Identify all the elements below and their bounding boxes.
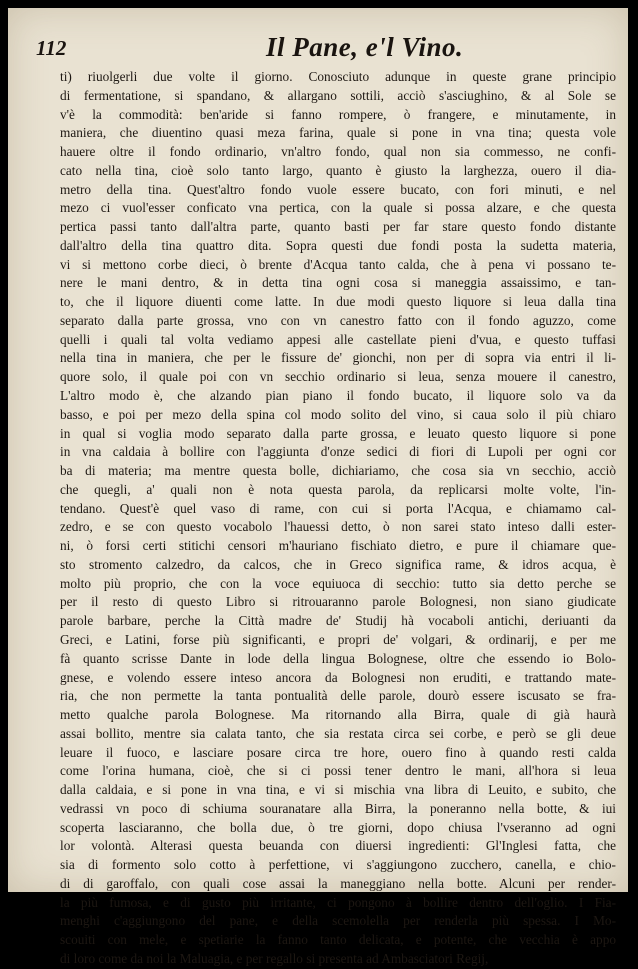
text-line: vi si mettono corbe dieci, ò brente d'Acqua tanto calda, che à pena vi possano te- [60,256,616,272]
text-line: di loro come da noi la Maluagia, e per regallo si presenta ad Ambasciatori Regij, [60,950,489,966]
text-line: assai bollito, mentre sia calata tanto, che sia restata circa sei corbe, e però se gli deue [60,725,616,741]
text-line: ni, ò forsi certi stitichi censori m'hauriano fischiato dietro, e pure il chiamare que- [60,538,616,554]
text-line: L'altro modo è, che alzando pian piano il fondo bucato, il liquore solo va da [60,388,616,404]
text-line: mezo ci vuol'esser conficato vna pertica, con la quale si possa alzare, e che questa [60,200,616,216]
text-line: sto stromento calzedro, da calcos, che in Greco significa rame, & idros acqua, è [60,556,616,572]
text-line: metto qualche parola Bolognese. Ma ritornando alla Birra, quale di già haurà [60,707,616,723]
text-line: quore solo, il quale poi con vn secchio ordinario si leua, senza mouere il canestro, [60,369,616,385]
text-line: che quegli, a' quali non è nota questa parola, da replicarsi molte volte, l'in- [60,481,616,497]
text-line: maniera, che diuentino quasi meza farina, quale si pone in vna tina; questa vole [60,125,616,141]
text-line: la più fumosa, e di gusto più irritante, ci pongono à bollire dentro dell'oglio. I Fia- [60,894,616,910]
text-line: parole barbare, perche la Città madre de' Studij hà vocaboli antichi, deriuanti da [60,613,616,629]
text-line: zedro, e se con questo vocabolo l'hauessi detto, ò non sarei stato inteso dalli ester- [60,519,616,535]
text-line: molto più proprio, che con la voce equiuoca di secchio: tutto sia detto perche se [60,575,616,591]
text-line: dall'altro della tina quattro dita. Sopra questi due fondi posta la sudetta materia, [60,237,616,253]
text-line: leuare il fuoco, e lasciare posare circa tre hore, ouero fino à quando resti calda [60,744,616,760]
page-header [8,32,628,66]
text-line: in vna caldaia à bollire con l'aggiunta d'onze sedici di fiori di Lupoli per ogni cor [60,444,616,460]
text-line: di fermentatione, si spandano, & allargano sottili, acciò s'asciughino, & al Sole se [60,87,616,103]
text-line: pertica passi tanto dall'altra parte, quanto basti per far stare questo fondo distante [60,219,616,235]
text-line: ti) riuolgerli due volte il giorno. Conosciuto adunque in queste grane principio [60,69,616,84]
body-text [60,68,616,969]
text-line: to, che il liquore diuenti come latte. In due modi questo liquore si leua dalla tina [60,294,616,310]
text-line: per il resto di questo Libro si ritrouaranno parole Bolognesi, non siano giudicate [60,594,616,610]
page-number: 112 [36,36,67,60]
text-line: v'è la commodità: ben'aride si fanno rompere, ò frangere, e minutamente, in [60,106,616,122]
text-line: scouiti con mele, e spetiarie la fanno tanto delicata, e potente, che vecchia è appo [60,932,616,948]
text-line: come l'orina humana, cioè, che si ci possi tener dentro le mani, all'hora si leua [60,763,616,779]
text-line: vedrassi vn poco di schiuma souranatare alla Birra, la poneranno nella botte, & iui [60,800,616,816]
text-line: separato dalla parte grossa, vno con vn canestro fatto con il fondo aguzzo, come [60,312,616,328]
text-line: menghi c'aggiungono del pane, e della scemolella per renderla più spessa. I Mo- [60,913,616,929]
text-line: in qual si voglia modo separato dalla parte grossa, e leuato questo liquore si pone [60,425,616,441]
text-line: scoperta lasciaranno, che bolla due, ò tre giorni, dopo chiusa l'vseranno ad ogni [60,819,616,835]
running-title: Il Pane, e'l Vino. [266,32,464,62]
text-line: ba di materia; ma mentre questa bolle, dichiariamo, che cosa sia vn secchio, acciò [60,463,616,479]
text-line: cato nella tina, cioè solo tanto largo, quanto è giusto la larghezza, ouero il dia- [60,162,616,178]
text-line: fà quanto scrisse Dante in lode della lingua Bolognese, oltre che essendo io Bolo- [60,650,616,666]
text-line: di di garoffalo, con quali cose assai la maneggiano nella botte. Alcuni per render- [60,875,616,891]
text-line: nella tina in maniera, che per le fissure de' gionchi, non per di sopra via entri il li- [60,350,616,366]
text-line: nere le mani dentro, & in detta tina ogni cosa si maneggia assaissimo, e tan- [60,275,616,291]
text-line: dalla caldaia, e si pone in vna tina, e vi si mischia vna libra di Leuito, e subito, che [60,782,616,798]
text-line: lor volontà. Alterasi questa beuanda con diuersi ingredienti: Gl'Inglesi fatta, che [60,838,616,854]
text-line: metro della tina. Quest'altro fondo vuole essere bucato, con fori minuti, e nel [60,181,616,197]
book-page [8,8,628,966]
text-line: basso, e poi per mezo della spina col modo solito del vino, si caua solo il più chiaro [60,406,616,422]
text-line: Greci, e Latini, forse più significanti, e propri de' volgari, & ordinarij, e per me [60,631,616,647]
text-line: gnese, e volendo essere inteso ancora da Bolognesi non eruditi, e trattando mate- [60,669,616,685]
text-line: sia di formento solo cotto à perfettione, vi s'aggiungono zucchero, canella, e chio- [60,857,616,873]
text-line: hauere oltre il fondo ordinario, vn'altro fondo, qual non sia commesso, ne confi- [60,144,616,160]
text-line: quelli i quali tal volta vediamo appesi alle castellate pieni d'vua, e questo tuffasi [60,331,616,347]
text-line: tendano. Quest'è quel vaso di rame, con cui si porta l'Acqua, e chiamamo cal- [60,500,616,516]
text-line: ria, che non permette la tanta pontualità delle parole, dourò essere iscusato se fra- [60,688,616,704]
